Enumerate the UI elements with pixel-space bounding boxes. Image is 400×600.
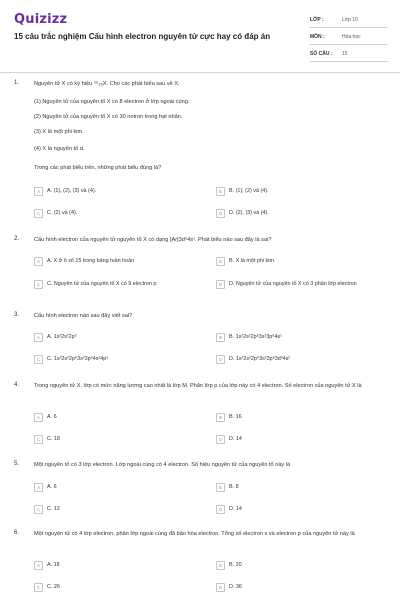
option-a[interactable]	[34, 558, 184, 572]
option-a[interactable]	[34, 330, 184, 344]
option-text: D. 1s²2s²2p⁶3s²3p⁶3d³4s²	[229, 355, 291, 362]
option-b[interactable]	[216, 184, 366, 198]
statement-line: (4) X là nguyên tố d.	[34, 146, 85, 152]
option-text: C. 18	[47, 435, 60, 442]
option-letter-box: D	[216, 435, 225, 444]
question-prompt: Cấu hình electron của nguyên tử nguyên tố X có dạng [Ar]3d⁵4s¹. Phát biểu nào sau đây là sai?	[34, 237, 272, 243]
option-b[interactable]	[216, 480, 366, 494]
option-text: D. Nguyên tử của nguyên tố X có 3 phân lớp electron	[229, 280, 357, 287]
question-number: 2.	[14, 236, 20, 242]
option-text: C. 1s²2s²2p⁶3s²3p⁶4s²4p⁵	[47, 355, 109, 362]
option-d[interactable]	[216, 274, 366, 294]
question-prompt: Một nguyên tố có 3 lớp electron. Lớp ngoài cùng có 4 electron. Số hiệu nguyên tử của nguyên tố này là	[34, 462, 291, 468]
option-text: A. X ở ô số 15 trong bảng tuần hoàn	[47, 257, 135, 264]
question-number: 6.	[14, 530, 20, 536]
meta-value: Lớp 10	[342, 17, 358, 23]
question-prompt: Cấu hình electron nào sau đây viết sai?	[34, 313, 133, 319]
quizizz-logo: Quizizz	[14, 12, 68, 27]
option-letter-box: A	[34, 257, 43, 266]
option-letter-box: C	[34, 435, 43, 444]
option-c[interactable]	[34, 206, 184, 220]
option-c[interactable]	[34, 502, 184, 516]
option-letter-box: C	[34, 505, 43, 514]
option-text: D. 14	[229, 505, 242, 512]
option-text: B. 1s²2s²2p⁶3s²3p⁶4s¹	[229, 333, 282, 340]
option-a[interactable]	[34, 410, 184, 424]
option-text: D. (2), (3) và (4).	[229, 209, 269, 216]
document-header	[0, 0, 400, 72]
option-letter-box: B	[216, 187, 225, 196]
meta-row-count	[310, 47, 388, 62]
meta-table	[310, 13, 388, 64]
question-prompt: Trong nguyên tử X, lớp có mức năng lượng cao nhất là lớp M. Phân lớp p của lớp này có 4 electron. Số electron của nguyên tử X là	[34, 383, 362, 389]
option-letter-box: C	[34, 355, 43, 364]
option-text: B. 8	[229, 483, 239, 490]
option-d[interactable]	[216, 432, 366, 446]
statement-line: (1) Nguyên tử của nguyên tố X có 8 electron ở lớp ngoài cùng.	[34, 99, 190, 105]
option-letter-box: A	[34, 333, 43, 342]
option-text: A. 18	[47, 561, 60, 568]
option-a[interactable]	[34, 254, 184, 268]
option-text: C. Nguyên tử của nguyên tố X có 9 electron p	[47, 280, 157, 287]
option-letter-box: D	[216, 280, 225, 289]
option-c[interactable]	[34, 352, 184, 366]
option-c[interactable]	[34, 580, 184, 594]
question-prompt: Một nguyên tử có 4 lớp electron, phân lớp ngoài cùng đã bão hòa electron. Tổng số electron s và electron p của nguyên tử này là	[34, 531, 355, 537]
option-c[interactable]	[34, 277, 184, 291]
option-letter-box: A	[34, 561, 43, 570]
option-text: C. 12	[47, 505, 60, 512]
option-letter-box: C	[34, 280, 43, 289]
meta-row-class	[310, 13, 388, 28]
option-c[interactable]	[34, 432, 184, 446]
option-letter-box: D	[216, 505, 225, 514]
meta-key: LỚP :	[310, 17, 324, 23]
option-letter-box: B	[216, 413, 225, 422]
option-letter-box: D	[216, 583, 225, 592]
option-letter-box: D	[216, 355, 225, 364]
document-title: 15 câu trắc nghiệm Cấu hình electron nguyên tử cực hay có đáp án	[14, 32, 271, 41]
option-letter-box: B	[216, 257, 225, 266]
question-prompt: Nguyên tử X có ký hiệu ⁵⁶₂₆X. Cho các phát biểu sau về X:	[34, 81, 180, 87]
meta-key: MÔN :	[310, 34, 325, 40]
option-text: B. 16	[229, 413, 242, 420]
option-text: C. (2) và (4).	[47, 209, 78, 216]
option-letter-box: B	[216, 333, 225, 342]
meta-row-subject	[310, 30, 388, 45]
option-b[interactable]	[216, 330, 366, 344]
option-text: A. 1s²2s²2p⁵	[47, 333, 77, 340]
option-b[interactable]	[216, 410, 366, 424]
question-number: 1.	[14, 80, 20, 86]
option-text: A. (1), (2), (3) và (4).	[47, 187, 97, 194]
question-number: 5.	[14, 461, 20, 467]
option-letter-box: A	[34, 187, 43, 196]
meta-value: Hóa học	[342, 34, 361, 40]
option-b[interactable]	[216, 254, 366, 268]
option-text: B. 20	[229, 561, 242, 568]
option-d[interactable]	[216, 352, 366, 366]
option-letter-box: A	[34, 413, 43, 422]
option-text: D. 14	[229, 435, 242, 442]
statement-line: (3) X là một phi kim.	[34, 129, 84, 135]
option-text: D. 36	[229, 583, 242, 590]
option-letter-box: B	[216, 483, 225, 492]
option-a[interactable]	[34, 480, 184, 494]
option-text: B. (1), (2) và (4).	[229, 187, 269, 194]
option-letter-box: C	[34, 209, 43, 218]
option-text: A. 6	[47, 413, 57, 420]
header-divider	[0, 72, 400, 73]
option-letter-box: B	[216, 561, 225, 570]
question-number: 3.	[14, 312, 20, 318]
option-d[interactable]	[216, 206, 366, 220]
option-d[interactable]	[216, 502, 366, 516]
meta-key: SỐ CÂU :	[310, 51, 333, 57]
option-letter-box: D	[216, 209, 225, 218]
meta-value: 15	[342, 51, 348, 57]
statement-line: Trong các phát biểu trên, những phát biểu đúng là?	[34, 165, 162, 171]
option-text: B. X là một phi kim	[229, 257, 274, 264]
option-letter-box: A	[34, 483, 43, 492]
option-a[interactable]	[34, 184, 184, 198]
option-text: C. 26	[47, 583, 60, 590]
option-letter-box: C	[34, 583, 43, 592]
question-number: 4.	[14, 382, 20, 388]
option-d[interactable]	[216, 580, 366, 594]
option-text: A. 6	[47, 483, 57, 490]
statement-line: (2) Nguyên tử của nguyên tố X có 30 notron trong hạt nhân.	[34, 114, 183, 120]
option-b[interactable]	[216, 558, 366, 572]
